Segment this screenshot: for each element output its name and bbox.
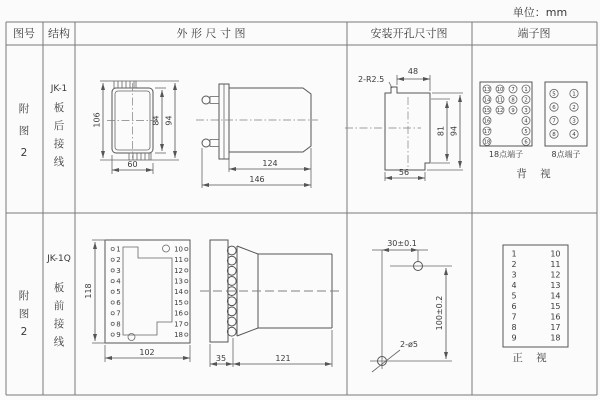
row1-structure bbox=[50, 84, 68, 168]
terminal-number: 15 bbox=[550, 302, 561, 311]
terminal-number: 5 bbox=[116, 288, 121, 297]
terminal-number: 7 bbox=[116, 309, 121, 318]
terminal-number: 4 bbox=[524, 118, 528, 125]
row1-figure-no bbox=[19, 102, 30, 159]
terminal-number: 7 bbox=[552, 118, 556, 125]
terminal-number: 12 bbox=[550, 270, 561, 280]
terminal-number: 3 bbox=[572, 118, 576, 125]
terminal-number: 15 bbox=[174, 298, 183, 307]
svg-text:线: 线 bbox=[53, 336, 65, 348]
svg-text:图: 图 bbox=[18, 125, 30, 137]
terminal-number: 4 bbox=[572, 132, 576, 139]
jk1-side-view bbox=[196, 84, 318, 188]
dim-corner-radius: 2-R2.5 bbox=[358, 75, 385, 84]
row2-figure-no bbox=[19, 289, 30, 338]
terminal-number: 10 bbox=[550, 249, 561, 259]
terminal-number: 1 bbox=[116, 245, 121, 254]
svg-text:线: 线 bbox=[53, 156, 65, 168]
terminal-number: 6 bbox=[511, 302, 517, 311]
dim-hole-spacing-horizontal: 30±0.1 bbox=[387, 239, 417, 248]
dim-cutout-bottom-width: 56 bbox=[398, 168, 410, 177]
svg-text:板: 板 bbox=[53, 102, 65, 114]
jk1-terminal-18pt bbox=[480, 82, 532, 159]
svg-text:板: 板 bbox=[53, 282, 65, 294]
svg-text:附: 附 bbox=[18, 103, 30, 115]
header-structure: 结构 bbox=[48, 27, 70, 40]
terminal-number: 1 bbox=[511, 249, 517, 259]
terminal-number: 4 bbox=[116, 277, 121, 286]
dim-cutout-height-outer: 94 bbox=[449, 125, 459, 137]
dim-cutout-height-inner: 81 bbox=[436, 125, 446, 137]
svg-text:2: 2 bbox=[20, 147, 28, 159]
dim-height-tabs: 94 bbox=[164, 115, 174, 126]
svg-text:JK-1Q: JK-1Q bbox=[47, 254, 71, 264]
dim-hole-diameter: 2-ø5 bbox=[400, 340, 418, 349]
terminal-number: 11 bbox=[550, 260, 561, 269]
jk1-panel-cutout bbox=[345, 67, 463, 181]
terminal-number: 5 bbox=[524, 129, 528, 135]
dim-body-length: 121 bbox=[275, 354, 291, 363]
header-mounting-dims: 安装开孔尺寸图 bbox=[370, 27, 448, 40]
terminal-number: 12 bbox=[174, 266, 183, 275]
terminal-number: 17 bbox=[550, 323, 561, 332]
dim-height-total: 106 bbox=[92, 112, 102, 128]
dim-width: 102 bbox=[139, 348, 155, 357]
terminal-number: 6 bbox=[116, 298, 121, 307]
terminal-number: 3 bbox=[511, 270, 517, 280]
svg-text:JK-1: JK-1 bbox=[50, 84, 68, 94]
terminal-number: 18 bbox=[483, 139, 491, 146]
svg-text:接: 接 bbox=[53, 138, 65, 150]
table-header bbox=[13, 26, 551, 40]
terminal-number: 2 bbox=[511, 260, 517, 269]
svg-text:接: 接 bbox=[53, 318, 65, 330]
dim-height-body: 84 bbox=[151, 115, 161, 126]
terminal-number: 5 bbox=[511, 291, 517, 301]
svg-text:前: 前 bbox=[53, 300, 65, 312]
terminal-stud-top bbox=[202, 96, 210, 104]
terminal-stud-bottom bbox=[202, 139, 210, 147]
terminal-number: 14 bbox=[483, 97, 491, 104]
terminal-number: 14 bbox=[550, 291, 561, 301]
terminal-number: 3 bbox=[524, 108, 528, 114]
dim-height: 118 bbox=[84, 283, 93, 299]
terminal-number: 3 bbox=[116, 266, 121, 275]
terminal-number: 8 bbox=[116, 320, 121, 329]
terminal-number: 15 bbox=[483, 108, 491, 114]
unit-label: 单位：mm bbox=[512, 6, 568, 19]
dim-total-length: 146 bbox=[249, 175, 265, 184]
terminal-number: 18 bbox=[174, 331, 183, 339]
terminal-number: 2 bbox=[524, 97, 528, 104]
terminal-number: 7 bbox=[511, 87, 515, 93]
terminal-number: 18 bbox=[550, 333, 561, 343]
dim-hole-spacing-vertical: 100±0.2 bbox=[435, 295, 444, 331]
label-8pt-terminal: 8点端子 bbox=[551, 150, 581, 159]
front-view-label: 正 视 bbox=[512, 352, 552, 364]
terminal-number: 9 bbox=[511, 333, 517, 343]
svg-text:2: 2 bbox=[20, 326, 28, 338]
terminal-number: 7 bbox=[511, 312, 517, 322]
mounting-hole-top bbox=[163, 245, 170, 252]
jk1q-front-view bbox=[84, 240, 190, 362]
terminal-number: 8 bbox=[552, 132, 556, 139]
dim-body-length: 124 bbox=[262, 159, 278, 168]
jk1-terminal-8pt bbox=[545, 82, 587, 159]
terminal-number: 4 bbox=[511, 281, 517, 290]
terminal-number: 8 bbox=[511, 97, 515, 104]
dim-flange-depth: 35 bbox=[215, 354, 227, 363]
svg-text:后: 后 bbox=[53, 120, 65, 132]
jk1-front-view bbox=[93, 81, 180, 174]
terminal-number: 10 bbox=[174, 245, 183, 254]
terminal-number: 13 bbox=[550, 281, 561, 290]
svg-text:附: 附 bbox=[18, 290, 30, 302]
terminal-number: 6 bbox=[524, 139, 528, 146]
jk1q-side-view bbox=[200, 240, 342, 367]
terminal-number: 16 bbox=[174, 309, 183, 318]
svg-text:图: 图 bbox=[18, 308, 30, 320]
header-outline-dims: 外 形 尺 寸 图 bbox=[176, 27, 246, 40]
terminal-number: 17 bbox=[483, 129, 491, 135]
terminal-number: 13 bbox=[483, 87, 491, 93]
terminal-number: 11 bbox=[496, 97, 504, 104]
terminal-number: 9 bbox=[116, 331, 121, 339]
terminal-number: 10 bbox=[496, 87, 504, 93]
terminal-number: 8 bbox=[511, 323, 517, 332]
terminal-number: 6 bbox=[552, 105, 556, 112]
header-figure-no: 图号 bbox=[13, 27, 35, 40]
header-terminal-diagram: 端子图 bbox=[517, 27, 551, 40]
terminal-number: 12 bbox=[496, 108, 504, 114]
dim-cutout-top-width: 48 bbox=[407, 67, 419, 76]
terminal-number: 11 bbox=[174, 256, 183, 265]
mounting-hole-bottom bbox=[128, 334, 135, 341]
terminal-number: 2 bbox=[572, 105, 576, 112]
terminal-number: 14 bbox=[174, 288, 183, 297]
terminal-number: 16 bbox=[483, 118, 491, 125]
dim-width: 60 bbox=[127, 160, 138, 169]
terminal-number: 2 bbox=[116, 256, 121, 265]
label-18pt-terminal: 18点端子 bbox=[488, 150, 524, 159]
jk1q-terminal-box bbox=[503, 245, 568, 364]
jk1q-drilling-plan bbox=[370, 239, 452, 372]
terminal-number: 16 bbox=[550, 312, 561, 322]
terminal-number: 1 bbox=[572, 91, 576, 98]
rear-view-label: 背 视 bbox=[516, 168, 556, 180]
inner-stepped-outline bbox=[123, 247, 172, 335]
terminal-number: 5 bbox=[552, 91, 556, 98]
terminal-number: 17 bbox=[174, 320, 183, 329]
terminal-number: 1 bbox=[524, 87, 528, 93]
terminal-number: 9 bbox=[511, 108, 515, 114]
cutout-outline bbox=[385, 87, 430, 170]
row2-structure bbox=[46, 254, 71, 348]
terminal-number: 13 bbox=[174, 277, 183, 286]
